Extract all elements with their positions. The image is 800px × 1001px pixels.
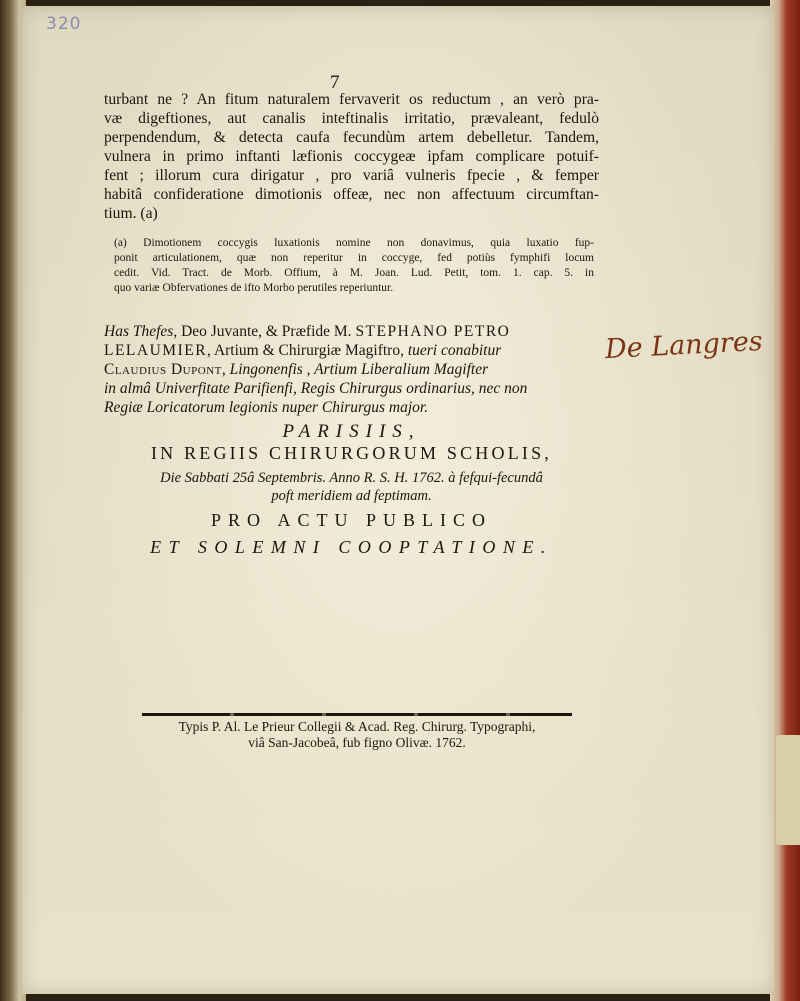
thesis-line-3: [104, 360, 597, 379]
candidate-name: Claudius Dupont: [104, 361, 222, 378]
page-tab-marker: [776, 735, 800, 845]
body-paragraph: [104, 90, 599, 223]
shelfmark: 320: [46, 14, 82, 34]
thesis-text: , Artium & Chirurgiæ Magiftro,: [207, 342, 408, 359]
body-line: vulnera in primo inftanti læfionis coccygeæ ipfam complicare potuif-: [104, 148, 599, 165]
thesis-text: tueri conabitur: [407, 342, 502, 359]
footnote-line: quo variæ Obfervationes de ifto Morbo perutiles reperiuntur.: [114, 282, 394, 294]
footnote-line: ponit articulationem, quæ non reperitur in coccyge, fed potiùs fymphifi locum: [114, 252, 594, 264]
thesis-title: Has Thefes: [104, 323, 174, 340]
body-line: perpendendum, & detecta caufa fecundùm artem debelletur. Tandem,: [104, 129, 599, 146]
footnote-line: cedit. Vid. Tract. de Morb. Offium, à M. Joan. Lud. Petit, tom. 1. cap. 5. in: [114, 267, 594, 279]
body-line: turbant ne ? An fitum naturalem fervaverit os reductum , an verò pra-: [104, 91, 599, 108]
thesis-line-2: [104, 341, 597, 360]
handwritten-signature: De Langres: [604, 325, 764, 366]
thesis-text: , Deo Juvante, & Præfide M.: [173, 323, 356, 340]
page-number: 7: [330, 72, 340, 93]
venue-heading: IN REGIIS CHIRURGORUM SCHOLIS,: [150, 443, 553, 463]
date-line: [104, 469, 599, 505]
date-line-1: Die Sabbati 25â Septembris. Anno R. S. H. 1762. à fefqui-fecundâ: [160, 470, 543, 486]
book-binding-right-edge: [770, 0, 800, 1001]
presider-name: STEPHANO PETRO: [355, 323, 511, 340]
printer-imprint: [142, 719, 572, 751]
thesis-line-5: Regiæ Loricatorum legionis nuper Chirurgus major.: [104, 399, 429, 416]
act-heading: PRO ACTU PUBLICO: [210, 510, 493, 530]
thesis-text: Lingonenfis , Artium Liberalium Magifter: [229, 361, 489, 378]
body-line: tium. (a): [104, 205, 158, 222]
body-line: væ digeftiones, aut canalis inteftinalis irritatio, prævaleant, fedulò: [104, 110, 599, 127]
cooptation-heading: ET SOLEMNI COOPTATIONE.: [150, 537, 553, 557]
thesis-dedication: [104, 322, 597, 417]
body-line: habitâ confideratione dimotionis offeæ, nec non affectuum circumftan-: [104, 186, 599, 203]
imprint-line-1: Typis P. Al. Le Prieur Collegii & Acad. Reg. Chirurg. Typographi,: [178, 719, 536, 734]
thesis-line-1: [104, 322, 597, 341]
thesis-line-4: in almâ Univerfitate Parifienfi, Regis Chirurgus ordinarius, nec non: [104, 380, 528, 397]
place-heading: PARISIIS,: [282, 421, 421, 442]
imprint-line-2: viâ San-Jacobeâ, fub figno Olivæ. 1762.: [248, 735, 466, 750]
imprint-rule: [142, 713, 572, 716]
date-line-2: poft meridiem ad feptimam.: [271, 488, 432, 504]
thesis-text: ,: [221, 361, 230, 378]
presider-surname: LELAUMIER: [104, 342, 208, 359]
body-line: fent ; illorum cura dirigatur , pro variâ vulneris fpecie , & femper: [104, 167, 599, 184]
footnote: [114, 236, 594, 296]
footnote-line: (a) Dimotionem coccygis luxationis nomine non donavimus, quia luxatio fup-: [114, 237, 594, 249]
